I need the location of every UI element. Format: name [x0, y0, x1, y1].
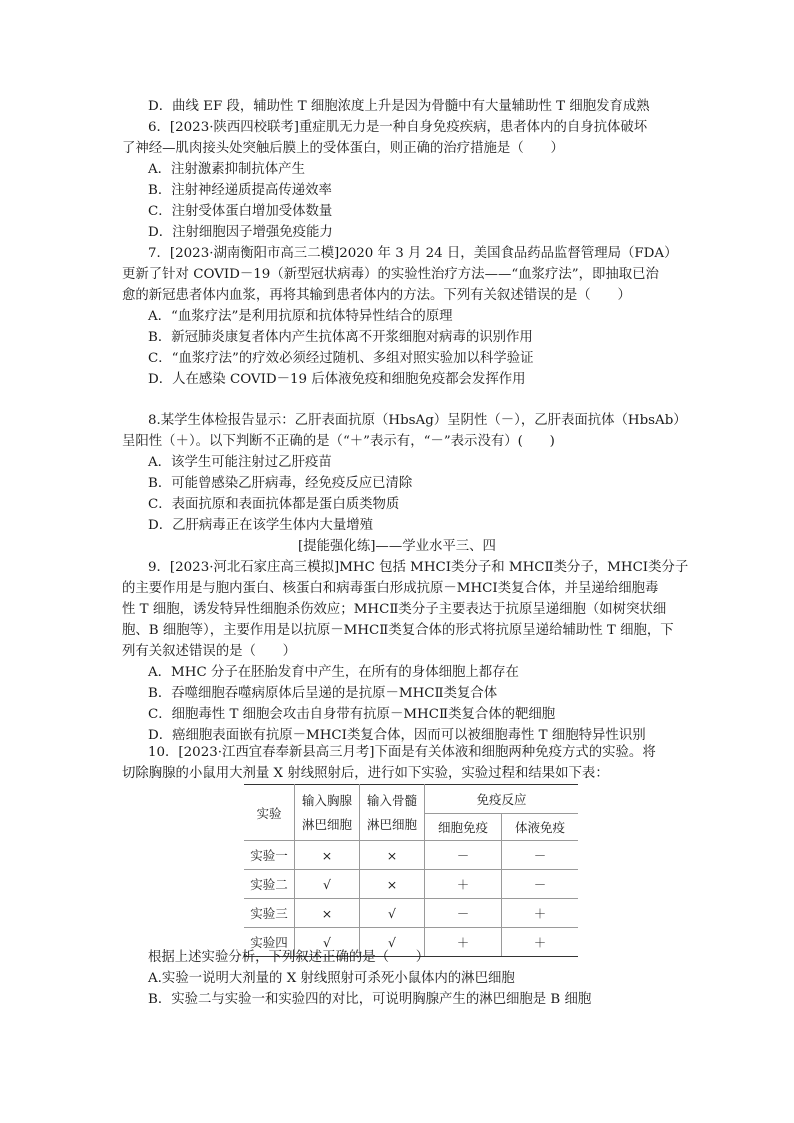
table-row: 实验一 × × － －: [244, 841, 578, 870]
q9-option-a: A．MHC 分子在胚胎发育中产生，在所有的身体细胞上都存在: [148, 665, 519, 680]
q8-stem-line-2: 呈阳性（＋）。以下判断不正确的是（“＋”表示有，“－”表示没有）( ): [122, 434, 555, 449]
q10-stem-line-2: 切除胸腺的小鼠用大剂量 X 射线照射后，进行如下实验，实验过程和结果如下表：: [122, 766, 609, 781]
q6-option-a: A．注射激素抑制抗体产生: [148, 162, 305, 177]
q7-option-d: D．人在感染 COVID－19 后体液免疫和细胞免疫都会发挥作用: [148, 372, 526, 387]
q6-option-b: B．注射神经递质提高传递效率: [148, 183, 332, 198]
q6-stem-line-2: 了神经—肌肉接头处突触后膜上的受体蛋白，则正确的治疗措施是（ ）: [122, 141, 564, 156]
q8-option-d: D．乙肝病毒正在该学生体内大量增殖: [148, 518, 373, 533]
header-experiment: 实验: [244, 785, 295, 841]
q9-option-c: C．细胞毒性 T 细胞会攻击自身带有抗原－MHCⅡ类复合体的靶细胞: [148, 707, 556, 722]
q10-stem-line-1: 10．[2023·江西宜春奉新县高三月考]下面是有关体液和细胞两种免疫方式的实验。将: [148, 745, 656, 760]
q9-stem-line-5: 列有关叙述错误的是（ ）: [122, 644, 297, 659]
q8-option-c: C．表面抗原和表面抗体都是蛋白质类物质: [148, 497, 400, 512]
q7-option-b: B．新冠肺炎康复者体内产生抗体离不开浆细胞对病毒的识别作用: [148, 330, 533, 345]
q9-stem-line-4: 胞、B 细胞等），主要作用是以抗原－MHCⅡ类复合体的形式将抗原呈递给辅助性 T 细胞，下: [122, 623, 674, 638]
header-cell-immunity: 细胞免疫: [425, 814, 502, 841]
q9-stem-line-3: 性 T 细胞，诱发特异性细胞杀伤效应；MHCⅡ类分子主要表达于抗原呈递细胞（如树突状细: [122, 602, 667, 617]
header-immune-response: 免疫反应: [425, 785, 579, 814]
table-row: 实验三 × √ － ＋: [244, 899, 578, 928]
q9-stem-line-1: 9．[2023·河北石家庄高三模拟]MHC 包括 MHCⅠ类分子和 MHCⅡ类分子，MHCⅠ类分子: [148, 560, 689, 575]
q6-option-c: C．注射受体蛋白增加受体数量: [148, 204, 333, 219]
q8-stem-line-1: 8.某学生体检报告显示：乙肝表面抗原（HbsAg）呈阴性（－），乙肝表面抗体（HbsAb）: [148, 413, 687, 428]
q7-option-a: A．“血浆疗法”是利用抗原和抗体特异性结合的原理: [148, 309, 453, 324]
header-marrow-lymphocyte: 输入骨髓 淋巴细胞: [360, 785, 425, 841]
table-row: 实验二 √ × ＋ －: [244, 870, 578, 899]
section-heading: [提能强化练]——学业水平三、四: [298, 539, 496, 554]
q9-option-b: B．吞噬细胞吞噬病原体后呈递的是抗原－MHCⅡ类复合体: [148, 686, 498, 701]
table-header-row: [244, 785, 578, 814]
q8-option-b: B．可能曾感染乙肝病毒，经免疫反应已清除: [148, 476, 413, 491]
q7-stem-line-2: 更新了针对 COVID－19（新型冠状病毒）的实验性治疗方法——“血浆疗法”，即抽取已治: [122, 267, 659, 282]
q7-stem-line-1: 7．[2023·湖南衡阳市高三二模]2020 年 3 月 24 日，美国食品药品监督管理局（FDA）: [148, 246, 678, 261]
q5-option-d: D．曲线 EF 段，辅助性 T 细胞浓度上升是因为骨髓中有大量辅助性 T 细胞发育成熟: [148, 99, 650, 114]
q7-option-c: C．“血浆疗法”的疗效必须经过随机、多组对照实验加以科学验证: [148, 351, 534, 366]
q7-stem-line-3: 愈的新冠患者体内血浆，再将其输到患者体内的方法。下列有关叙述错误的是（ ）: [122, 288, 631, 303]
table-row: 实验四 √ √ ＋ ＋: [244, 928, 578, 957]
q9-stem-line-2: 的主要作用是与胞内蛋白、核蛋白和病毒蛋白形成抗原－MHCⅠ类复合体，并呈递给细胞毒: [122, 581, 659, 596]
q10-option-a: A.实验一说明大剂量的 X 射线照射可杀死小鼠体内的淋巴细胞: [148, 971, 515, 986]
q6-stem-line-1: 6．[2023·陕西四校联考]重症肌无力是一种自身免疫疾病，患者体内的自身抗体破坏: [148, 120, 648, 135]
q10-option-b: B．实验二与实验一和实验四的对比，可说明胸腺产生的淋巴细胞是 B 细胞: [148, 992, 592, 1007]
header-humoral-immunity: 体液免疫: [502, 814, 578, 841]
experiment-table: [244, 784, 578, 957]
q6-option-d: D．注射细胞因子增强免疫能力: [148, 225, 333, 240]
q9-option-d: D．癌细胞表面嵌有抗原－MHCⅠ类复合体，因而可以被细胞毒性 T 细胞特异性识别: [148, 728, 646, 743]
q10-prompt: 根据上述实验分析，下列叙述正确的是（ ）: [148, 950, 430, 965]
q8-option-a: A．该学生可能注射过乙肝疫苗: [148, 455, 332, 470]
header-thymus-lymphocyte: 输入胸腺 淋巴细胞: [295, 785, 360, 841]
